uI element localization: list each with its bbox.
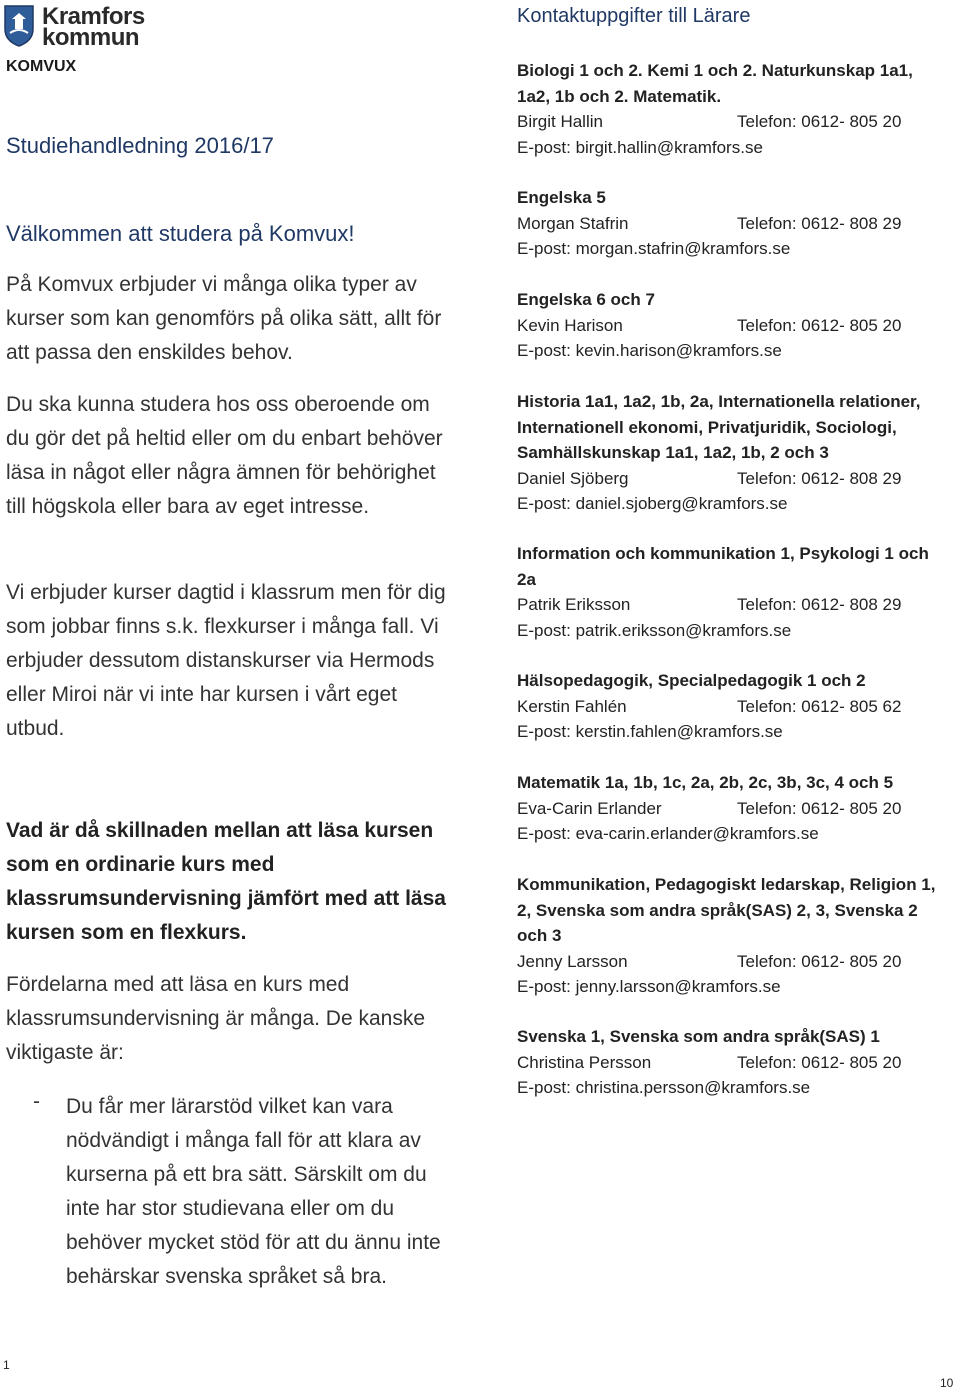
contact-email: E-post: kevin.harison@kramfors.se — [517, 341, 782, 360]
contact-phone: Telefon: 0612- 805 20 — [737, 951, 902, 971]
contact-subject: Matematik 1a, 1b, 1c, 2a, 2b, 2c, 3b, 3c, 4 och 5 — [517, 773, 894, 792]
contact-subject: Engelska 5 — [517, 188, 606, 207]
contact-phone: Telefon: 0612- 808 29 — [737, 213, 902, 233]
contact-name: Jenny Larsson — [517, 951, 628, 971]
contact-email: E-post: christina.persson@kramfors.se — [517, 1078, 811, 1097]
contact-entry — [517, 770, 947, 847]
contact-email: E-post: eva-carin.erlander@kramfors.se — [517, 824, 819, 843]
contact-name: Eva-Carin Erlander — [517, 798, 662, 818]
contact-subject: Kommunikation, Pedagogiskt ledarskap, Religion 1, 2, Svenska som andra språk(SAS) 2, 3, Svenska 2 och 3 — [517, 875, 936, 945]
contact-subject: Historia 1a1, 1a2, 1b, 2a, Internationella relationer, Internationell ekonomi, Privatjuridik, Sociologi, Samhällskunskap 1a1, 1a2, 1b, 2 och 3 — [517, 392, 921, 462]
contact-name: Daniel Sjöberg — [517, 468, 629, 488]
contact-entry — [517, 287, 947, 364]
contact-name: Patrik Eriksson — [517, 595, 631, 614]
contact-subject: Engelska 6 och 7 — [517, 290, 655, 309]
contact-entry — [517, 58, 947, 160]
contact-phone: Telefon: 0612- 805 20 — [737, 315, 902, 335]
contact-name: Morgan Stafrin — [517, 213, 629, 233]
contact-subject: Hälsopedagogik, Specialpedagogik 1 och 2 — [517, 671, 866, 690]
contact-email: E-post: jenny.larsson@kramfors.se — [517, 977, 781, 996]
contact-phone: Telefon: 0612- 808 29 — [737, 468, 902, 488]
welcome-heading: Välkommen att studera på Komvux! — [6, 221, 355, 246]
contact-entry — [517, 668, 947, 745]
contact-email: E-post: patrik.eriksson@kramfors.se — [517, 620, 792, 640]
document-title: Studiehandledning 2016/17 — [6, 133, 274, 158]
contact-entry — [517, 185, 947, 262]
contact-subject: Biologi 1 och 2. Kemi 1 och 2. Naturkunskap 1a1, 1a2, 1b och 2. Matematik. — [517, 61, 913, 106]
advantages-paragraph: Fördelarna med att läsa en kurs med klassrumsundervisning är många. De kanske viktigaste är: — [6, 973, 426, 1064]
contact-entry — [517, 1024, 947, 1101]
contact-email: E-post: daniel.sjoberg@kramfors.se — [517, 494, 788, 513]
section-label: KOMVUX — [6, 58, 77, 75]
contact-email: E-post: morgan.stafrin@kramfors.se — [517, 239, 791, 258]
contact-phone: Telefon: 0612- 805 20 — [737, 112, 902, 131]
contact-name: Kevin Harison — [517, 315, 623, 335]
contact-entry — [517, 872, 947, 1000]
contact-phone: Telefon: 0612- 808 29 — [737, 595, 902, 614]
logo-line-1: Kramfors — [42, 3, 145, 30]
study-paragraph: Du ska kunna studera hos oss oberoende om du gör det på heltid eller om du enbart behöver läsa in något eller några ämnen för behörighet till högskola eller bara av eget intresse. — [6, 393, 443, 518]
contact-subject: Svenska 1, Svenska som andra språk(SAS) 1 — [517, 1027, 880, 1046]
contact-phone: Telefon: 0612- 805 20 — [737, 798, 902, 818]
intro-paragraph: På Komvux erbjuder vi många olika typer av kurser som kan genomförs på olika sätt, allt för att passa den enskildes behov. — [6, 273, 442, 364]
coat-of-arms-icon — [4, 5, 34, 47]
page-number-right: 10 — [940, 1376, 954, 1390]
bullet-marker: - — [33, 1090, 40, 1113]
contact-email: E-post: birgit.hallin@kramfors.se — [517, 137, 763, 157]
page-number-left: 1 — [3, 1358, 10, 1372]
offer-paragraph: Vi erbjuder kurser dagtid i klassrum men för dig som jobbar finns s.k. flexkurser i många fall. Vi erbjuder dessutom distanskurser via Hermods eller Miroi när vi inte har kursen i vårt eget utbud. — [6, 581, 446, 740]
contact-entry — [517, 389, 947, 517]
contact-name: Birgit Hallin — [517, 112, 603, 131]
contact-phone: Telefon: 0612- 805 20 — [737, 1052, 902, 1072]
question-heading: Vad är då skillnaden mellan att läsa kursen som en ordinarie kurs med klassrumsundervisning jämfört med att läsa kursen som en flexkurs. — [6, 819, 446, 944]
contact-subject: Information och kommunikation 1, Psykologi 1 och 2a — [517, 544, 929, 589]
contact-name: Kerstin Fahlén — [517, 696, 627, 716]
kramfors-logo — [4, 2, 204, 52]
bullet-item: Du får mer lärarstöd vilket kan vara nödvändigt i många fall för att klara av kurserna på ett bra sätt. Särskilt om du inte har stor studievana eller om du behöver mycket stöd för att du ännu inte behärskar svenska språket så bra. — [66, 1095, 441, 1288]
contact-email: E-post: kerstin.fahlen@kramfors.se — [517, 722, 783, 741]
contact-phone: Telefon: 0612- 805 62 — [737, 696, 902, 716]
contact-name: Christina Persson — [517, 1052, 652, 1072]
contact-entry — [517, 541, 947, 643]
logo-line-2: kommun — [42, 24, 140, 51]
contacts-heading: Kontaktuppgifter till Lärare — [517, 5, 751, 27]
